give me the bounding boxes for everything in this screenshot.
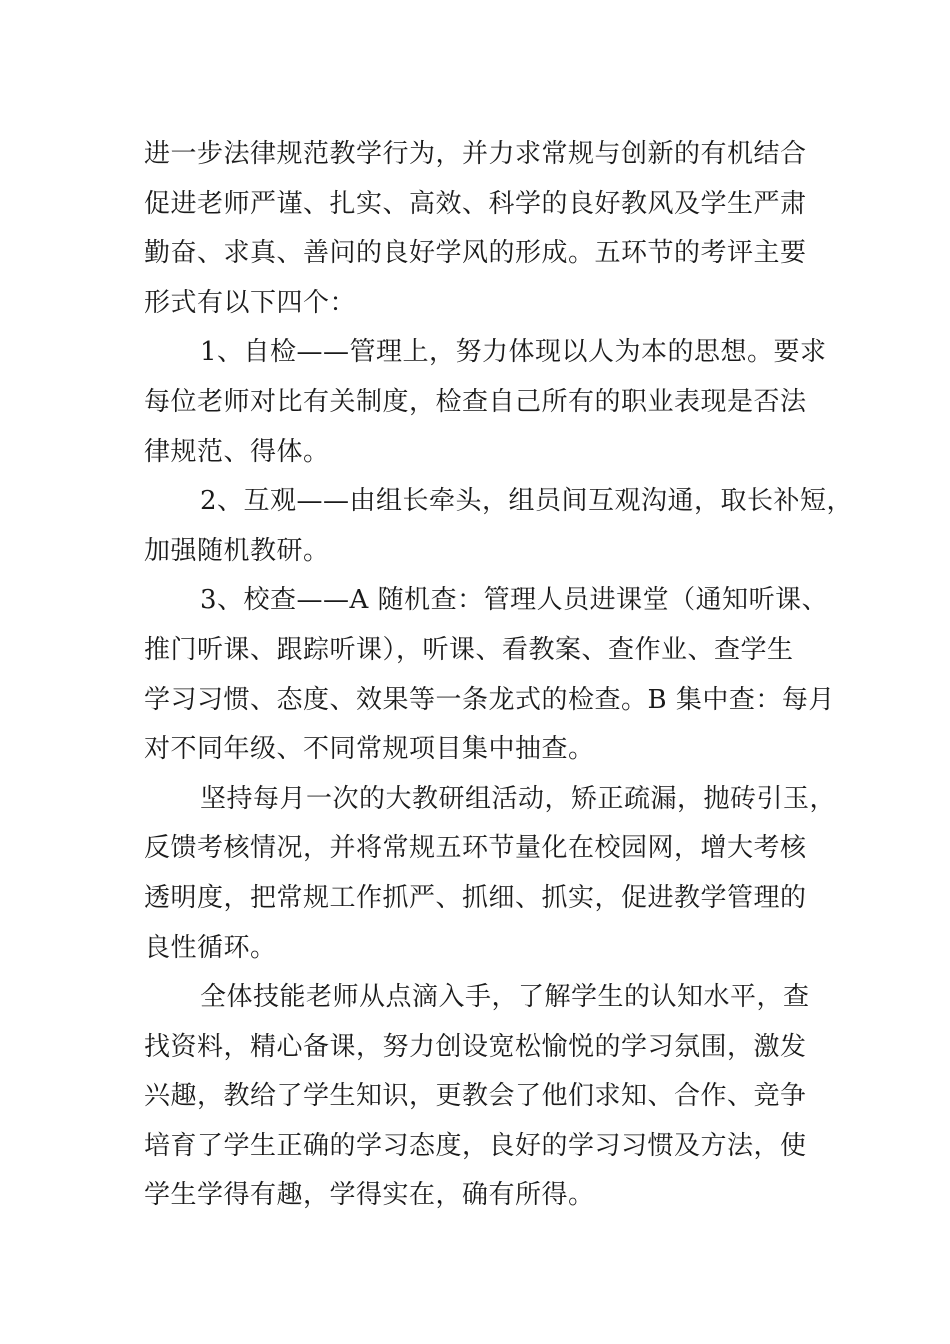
text-line: 进一步法律规范教学行为，并力求常规与创新的有机结合 — [144, 139, 807, 169]
paragraph — [144, 130, 844, 328]
text-line: 培育了学生正确的学习态度，良好的学习习惯及方法，使 — [144, 1130, 807, 1161]
document-body — [144, 130, 854, 1221]
text-line: 3、校查——A 随机查：管理人员进课堂（通知听课、 — [200, 585, 829, 616]
text-line: 对不同年级、不同常规项目集中抽查。 — [144, 734, 595, 765]
text-line: 勤奋、求真、善问的良好学风的形成。五环节的考评主要 — [144, 238, 807, 269]
paragraph — [144, 328, 844, 477]
paragraph — [144, 973, 844, 1221]
text-line: 2、互观——由组长牵头，组员间互观沟通，取长补短， — [200, 486, 854, 517]
text-line: 透明度，把常规工作抓严、抓细、抓实，促进教学管理的 — [144, 882, 807, 913]
text-line: 反馈考核情况，并将常规五环节量化在校园网，增大考核 — [144, 833, 807, 864]
paragraph — [144, 477, 854, 576]
text-line: 坚持每月一次的大教研组活动，矫正疏漏，抛砖引玉， — [200, 783, 837, 814]
text-line: 加强随机教研。 — [144, 535, 330, 566]
text-line: 律规范、得体。 — [144, 436, 330, 467]
text-line: 形式有以下四个： — [144, 287, 357, 318]
text-line: 促进老师严谨、扎实、高效、科学的良好教风及学生严肃 — [144, 188, 807, 219]
text-line: 推门听课、跟踪听课），听课、看教案、查作业、查学生 — [144, 634, 794, 665]
paragraph — [144, 775, 844, 973]
text-line: 1、自检——管理上，努力体现以人为本的思想。要求 — [200, 337, 827, 368]
text-line: 学生学得有趣，学得实在，确有所得。 — [144, 1180, 595, 1211]
text-line: 每位老师对比有关制度，检查自己所有的职业表现是否法 — [144, 386, 807, 417]
paragraph — [144, 576, 844, 774]
text-line: 学习习惯、态度、效果等一条龙式的检查。B 集中查：每月 — [144, 684, 835, 715]
text-line: 全体技能老师从点滴入手，了解学生的认知水平，查 — [200, 982, 810, 1013]
text-line: 兴趣，教给了学生知识，更教会了他们求知、合作、竞争 — [144, 1081, 807, 1112]
text-line: 良性循环。 — [144, 932, 277, 963]
text-line: 找资料，精心备课，努力创设宽松愉悦的学习氛围，激发 — [144, 1031, 807, 1062]
